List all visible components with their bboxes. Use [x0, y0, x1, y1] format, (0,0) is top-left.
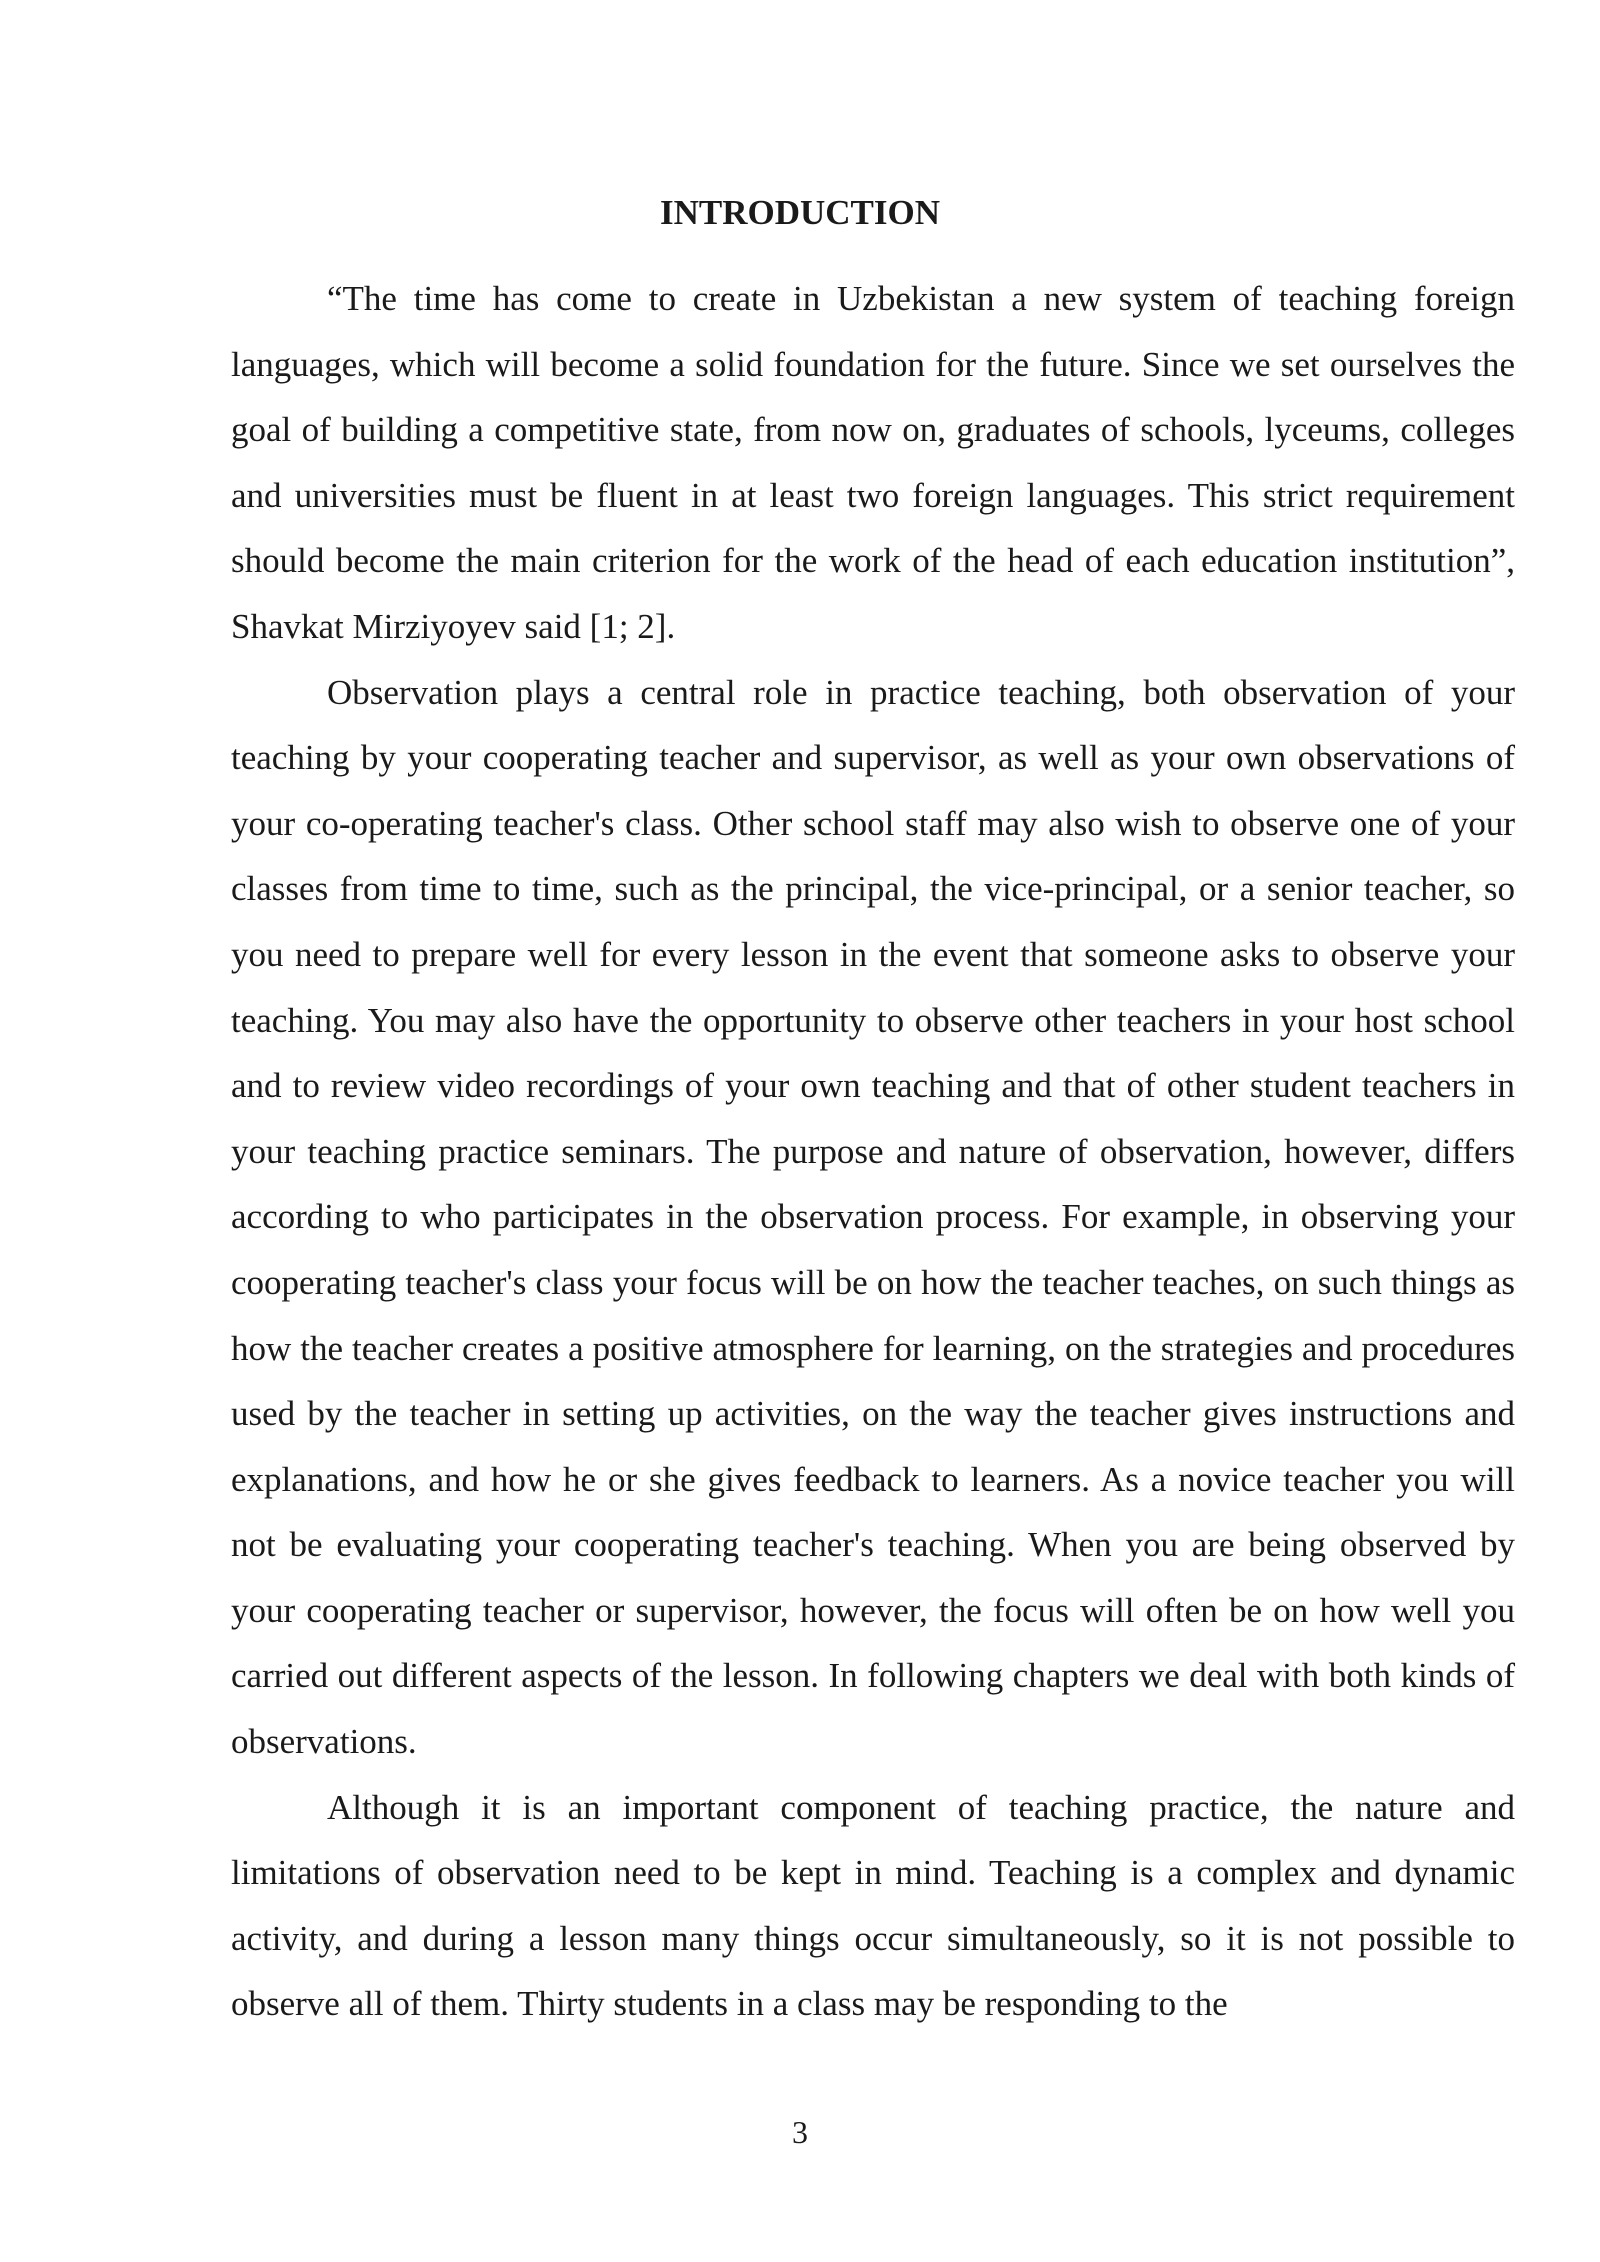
- paragraph-observation-limitations: Although it is an important component of teaching practice, the nature and limitations of observation need to be kept in mind. Teaching is a complex and dynamic activity, and during a lesson many things occur simultaneously, so it is not possible to observe all of them. Thirty students in a class may be responding to the: [231, 1787, 1515, 2024]
- body-text: [231, 266, 1515, 2037]
- page-number: 3: [792, 2114, 808, 2150]
- paragraph-quote: “The time has come to create in Uzbekistan a new system of teaching foreign languages, which will become a solid foundation for the future. Since we set ourselves the goal of building a competitive state, from now on, graduates of schools, lyceums, colleges and universities must be fluent in at least two foreign languages. This strict requirement should become the main criterion for the work of the head of each education institution”, Shavkat Mirziyoyev said [1; 2].: [231, 279, 1515, 646]
- paragraph-observation-role: Observation plays a central role in practice teaching, both observation of your teaching by your cooperating teacher and supervisor, as well as your own observations of your co-operating teacher's class. Other school staff may also wish to observe one of your classes from time to time, such as the principal, the vice-principal, or a senior teacher, so you need to prepare well for every lesson in the event that someone asks to observe your teaching. You may also have the opportunity to observe other teachers in your host school and to review video recordings of your own teaching and that of other student teachers in your teaching practice seminars. The purpose and nature of observation, however, differs according to who participates in the observation process. For example, in observing your cooperating teacher's class your focus will be on how the teacher teaches, on such things as how the teacher creates a positive atmosphere for learning, on the strategies and procedures used by the teacher in setting up activities, on the way the teacher gives instructions and explanations, and how he or she gives feedback to learners. As a novice teacher you will not be evaluating your cooperating teacher's teaching. When you are being observed by your cooperating teacher or supervisor, however, the focus will often be on how well you carried out different aspects of the lesson. In following chapters we deal with both kinds of observations.: [231, 672, 1515, 1762]
- page-title: INTRODUCTION: [659, 193, 941, 232]
